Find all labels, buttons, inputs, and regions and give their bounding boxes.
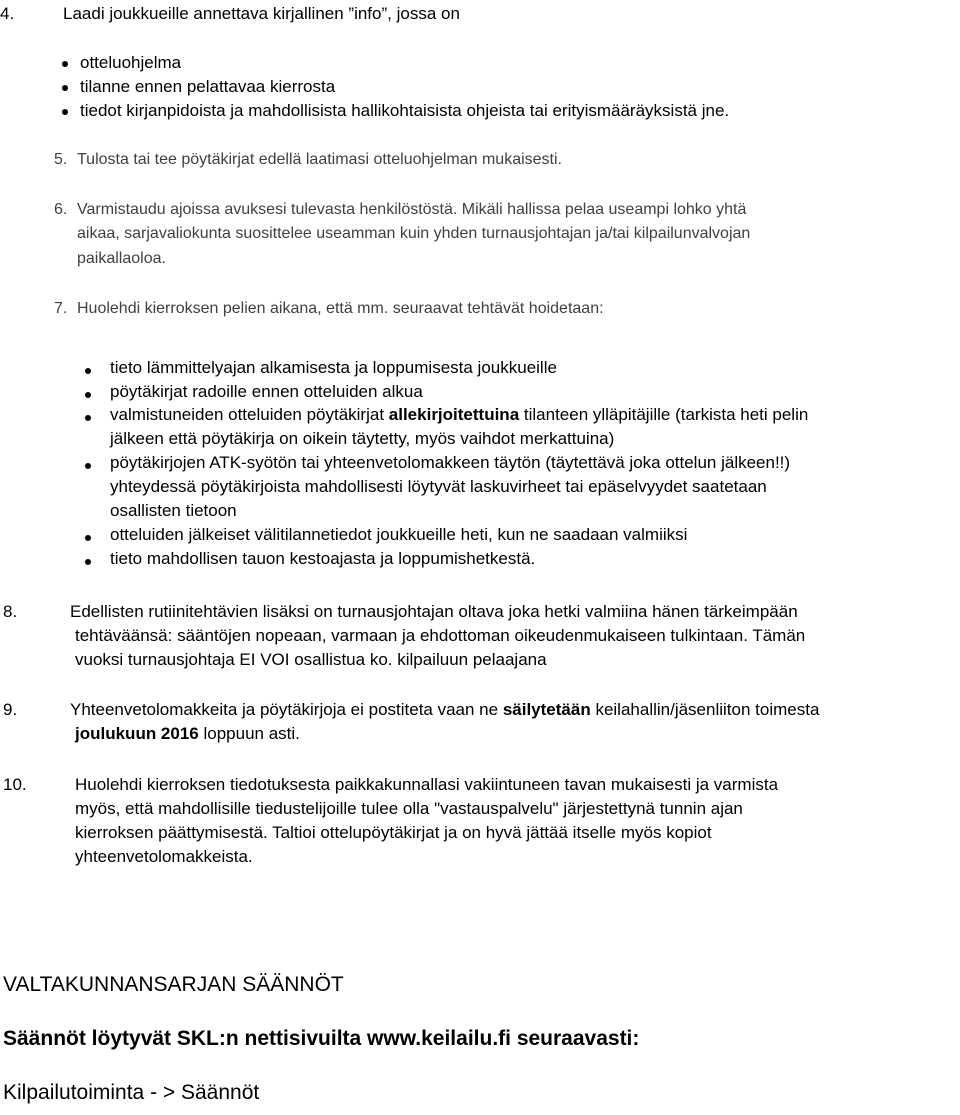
item-8-line-3: vuoksi turnausjohtaja EI VOI osallistua ko. kilpailuun pelaajana [75,650,547,669]
section-heading: VALTAKUNNANSARJAN SÄÄNNÖT [3,973,344,996]
item-10-line-1: Huolehdi kierroksen tiedotuksesta paikkakunnallasi vakiintuneen tavan mukaisesti ja varmista [75,775,779,794]
bullet-dot [62,109,68,115]
item-10-line-3: kierroksen päättymisestä. Taltioi ottelupöytäkirjat ja on hyvä jättää itselle myös kopiot [75,823,712,842]
item-9-line-2: joulukuun 2016 loppuun asti. [75,724,300,743]
item-7-bullet-1: tieto lämmittelyajan alkamisesta ja loppumisesta joukkueille [110,358,557,377]
item-6-line-2: aikaa, sarjavaliokunta suosittelee useamman kuin yhden turnausjohtajan ja/tai kilpailunvalvojan [77,225,751,242]
item-6-line-1: Varmistaudu ajoissa avuksesi tulevasta henkilöstöstä. Mikäli hallissa pelaa useampi lohko yhtä [77,201,747,218]
item-8-number: 8. [3,602,18,621]
item-7-bullet-2: pöytäkirjat radoille ennen otteluiden alkua [110,382,423,401]
bullet-dot [62,85,68,91]
item-7-text: Huolehdi kierroksen pelien aikana, että mm. seuraavat tehtävät hoidetaan: [77,300,604,317]
item-10-line-2: myös, että mahdollisille tiedustelijoille tulee olla "vastauspalvelu" järjestettynä tunnin ajan [75,799,743,818]
item-6-number: 6. [54,201,68,218]
bullet-dot [62,61,68,67]
bullet-dot [85,535,91,541]
item-7-bullet-3-line-1: valmistuneiden otteluiden pöytäkirjat allekirjoitettuina tilanteen ylläpitäjille (tarkista heti pelin [110,405,809,424]
item-7-bullet-4-line-1: pöytäkirjojen ATK-syötön tai yhteenvetolomakkeen täytön (täytettävä joka ottelun jälkeen!!) [110,453,791,472]
item-7-bullet-5: otteluiden jälkeiset välitilannetiedot joukkueille heti, kun ne saadaan valmiiksi [110,525,688,544]
item-8-line-2: tehtäväänsä: sääntöjen nopeaan, varmaan ja ehdottoman oikeudenmukaiseen tulkintaan. Tämän [75,626,806,645]
item-5-text: Tulosta tai tee pöytäkirjat edellä laatimasi otteluohjelman mukaisesti. [77,151,562,168]
item-7-bullet-3-line-2: jälkeen että pöytäkirja on oikein täytetty, myös vaihdot merkattuina) [110,429,615,448]
item-10-number: 10. [3,775,27,794]
item-4-bullet-1: otteluohjelma [80,53,182,72]
item-9-number: 9. [3,700,18,719]
bullet-dot [85,559,91,565]
bullet-dot [85,368,91,374]
item-7-number: 7. [54,300,68,317]
item-7-bullet-4-line-2: yhteydessä pöytäkirjoista mahdollisesti löytyvät laskuvirheet tai epäselvyydet saatetaan [110,477,767,496]
item-4-bullet-2: tilanne ennen pelattavaa kierrosta [80,77,336,96]
item-5-number: 5. [54,151,68,168]
item-10-line-4: yhteenvetolomakkeista. [75,847,253,866]
item-6-line-3: paikallaoloa. [77,250,166,267]
item-4-text: Laadi joukkueille annettava kirjallinen ”info”, jossa on [63,4,460,23]
rules-line: Säännöt löytyvät SKL:n nettisivuilta www.keilailu.fi seuraavasti: [3,1027,640,1050]
item-9-line-1: Yhteenvetolomakkeita ja pöytäkirjoja ei postiteta vaan ne säilytetään keilahallin/jäsenliiton toimesta [70,700,820,719]
item-4-bullet-3: tiedot kirjanpidoista ja mahdollisista hallikohtaisista ohjeista tai erityismääräyksistä jne. [80,101,730,120]
item-8-line-1: Edellisten rutiinitehtävien lisäksi on turnausjohtajan oltava joka hetki valmiina hänen tärkeimpään [70,602,798,621]
item-7-bullet-6: tieto mahdollisen tauon kestoajasta ja loppumishetkestä. [110,549,536,568]
bullet-dot [85,392,91,398]
path-line: Kilpailutoiminta - > Säännöt [3,1081,260,1104]
bullet-dot [85,415,91,421]
item-7-bullet-4-line-3: osallisten tietoon [110,501,237,520]
bullet-dot [85,463,91,469]
item-4-number: 4. [0,4,15,23]
